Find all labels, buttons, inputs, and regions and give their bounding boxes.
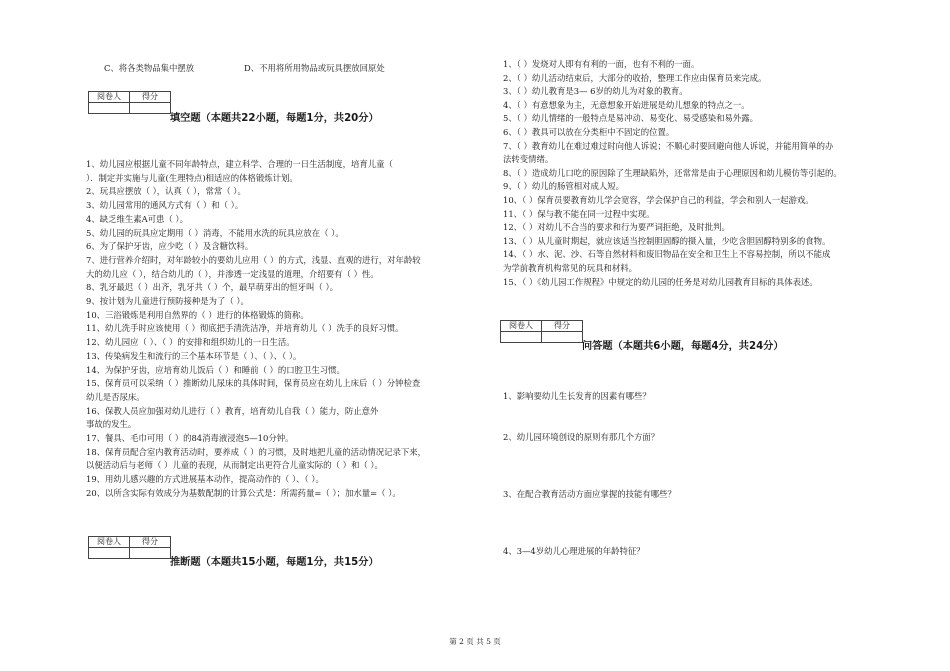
- fill-question-line: 7、进行营养介绍时，对年龄较小的要幼儿应用（ ）的方式，浅显、直观的进行，对年龄较: [86, 254, 421, 265]
- score-cell: [542, 332, 583, 343]
- reviewer-label: 阅卷人: [89, 537, 130, 548]
- reviewer-cell: [501, 332, 542, 343]
- score-cell: [130, 548, 171, 559]
- judge-statement-line: 3、（ ）幼儿教育是3— 6岁的幼儿为对象的教育。: [503, 86, 688, 97]
- page-footer: 第 2 页 共 5 页: [449, 637, 501, 646]
- fill-question-line: ）．制定并实施与儿童(生理特点)相适应的体格锻炼计划。: [86, 172, 298, 183]
- qa-question: 2、幼儿园环境创设的原则有那几个方面？: [503, 432, 660, 442]
- judge-statement-line: 1、（ ）发烧对人即有有利的一面，也有不利的一面。: [503, 59, 700, 69]
- fill-question-line: 8、乳牙最迟（ ）出齐，乳牙共（ ）个，最早萌芽出的恒牙叫（ ）。: [86, 282, 338, 293]
- score-label: 得分: [130, 537, 171, 548]
- fill-question-line: 16、保教人员应加强对幼儿进行（ ）教育，培育幼儿自我（ ）能力，防止意外: [86, 405, 379, 416]
- fill-question-line: 17、餐具、毛巾可用（ ）的84消毒液浸泡5—10分钟。: [86, 433, 294, 443]
- fill-question-line: 以便活动后与老师（ ）儿童的表现，从而制定出更符合儿童实际的（ ）和（ ）。: [86, 460, 383, 471]
- score-box-fill: [88, 91, 171, 114]
- reviewer-label: 阅卷人: [89, 92, 130, 103]
- fill-question-line: 18、保育员配合室内教育活动时，要养成（ ）的习惯，及时地把儿童的活动情况记录下来，: [86, 446, 426, 457]
- judge-statement-line: 8、（ ）造成幼儿口吃的原因除了生理缺陷外，还常常是由于心理原因和幼儿模仿等引起的。: [503, 167, 842, 178]
- judge-statement-line: 6、（ ）教具可以放在分类柜中不固定的位置。: [503, 127, 675, 137]
- judge-statement-line: 10、（ ）保育员要教育幼儿学会宽容，学会保护自己的利益，学会和别人一起游戏。: [503, 195, 814, 205]
- option-c: C、将各类物品集中摆放: [104, 63, 195, 73]
- fill-question-line: 2、玩具应摆放（ ），认真（ ），常常（ ）。: [86, 186, 246, 197]
- fill-section-title: 填空题（本题共22小题，每题1分，共20分）: [170, 113, 379, 124]
- score-label: 得分: [542, 321, 583, 332]
- fill-question-line: 幼儿是否尿床。: [86, 391, 145, 402]
- judge-statement-line: 4、（ ）有意想象为主，无意想象开始进展是幼儿想象的特点之一。: [503, 99, 750, 110]
- fill-question-line: 10、三浴锻炼是利用自然界的（ ）进行的体格锻炼的简称。: [86, 309, 309, 320]
- fill-question-line: 14、为保护牙齿，应培育幼儿饭后（ ）和睡前（ ）的口腔卫生习惯。: [86, 364, 345, 375]
- judge-statement-line: 15、（ ）《幼儿园工作规程》中规定的幼儿园的任务是对幼儿园教育目标的具体表述。: [503, 276, 818, 287]
- judge-statement-line: 5、（ ）幼儿情绪的一般特点是易冲动、易变化、易受感染和易外露。: [503, 113, 759, 124]
- fill-question-line: 15、保育员可以采纳（ ）推断幼儿尿床的具体时间，保育员应在幼儿上床后（ ）分钟检查: [86, 378, 421, 389]
- judge-statement-line: 11、（ ）保与教不能在同一过程中实现。: [503, 208, 655, 219]
- fill-question-line: 12、幼儿园应（ ）、（ ）的安排和组织幼儿的一日生活。: [86, 337, 295, 348]
- judge-statement-line: 2、（ ）幼儿活动结束后，大部分的收拾，整理工作应由保育员来完成。: [503, 72, 767, 83]
- fill-question-line: 20、以所含实际有效成分为基数配制的计算公式是：所需药量=（ ）；加水量=（ ）。: [86, 487, 401, 498]
- option-d: D、不用将所用物品或玩具摆放回原处: [244, 63, 385, 73]
- score-label: 得分: [130, 92, 171, 103]
- judge-statement-line: 12、（ ）对幼儿不合当的要求和行为要严词拒绝，及时批判。: [503, 222, 730, 233]
- qa-question: 3、在配合教育活动方面应掌握的技能有哪些？: [503, 489, 676, 499]
- fill-question-line: 大的幼儿应（ ），结合幼儿的（ ），并渗透一定浅显的道理，介绍要有（ ）性。: [86, 268, 379, 279]
- reviewer-cell: [89, 103, 130, 114]
- fill-question-line: 6、为了保护牙齿，应少吃（ ）及含糖饮料。: [86, 241, 254, 252]
- reviewer-cell: [89, 548, 130, 559]
- fill-question-line: 11、幼儿洗手时应该使用（ ）彻底把手清洗洁净，并培育幼儿（ ）洗手的良好习惯。: [86, 323, 404, 334]
- fill-question-line: 3、幼儿园常用的通风方式有（ ）和（ ）。: [86, 200, 244, 211]
- fill-question-line: 19、用幼儿感兴趣的方式进展基本动作，提高动作的（ ）、（ ）。: [86, 474, 324, 485]
- score-box-judge: [88, 536, 171, 559]
- qa-question: 1、影响要幼儿生长发育的因素有哪些？: [503, 391, 651, 401]
- fill-question-line: 5、幼儿园的玩具应定期用（ ）消毒，不能用水洗的玩具应放在（ ）。: [86, 227, 344, 238]
- fill-question-line: 9、按计划为儿童进行预防接种是为了（ ）。: [86, 296, 249, 306]
- judge-statement-line: 法转变情绪。: [503, 154, 554, 165]
- fill-question-line: 事故的发生。: [86, 419, 137, 430]
- qa-question: 4、3—4岁幼儿心理进展的年龄特征？: [503, 546, 645, 556]
- fill-question-line: 1、幼儿园应根据儿童不同年龄特点，建立科学、合理的一日生活制度，培育儿童（: [86, 159, 393, 169]
- judge-statement-line: 9、（ ）幼儿的肠管相对成人短。: [503, 181, 625, 192]
- judge-statement-line: 14、（ ）水、泥、沙、石等自然材料和废旧物品在安全和卫生上不容易控制，所以不能成: [503, 249, 831, 260]
- fill-question-line: 13、传染病发生和流行的三个基本环节是（ ）、（ ）、（ ）。: [86, 350, 302, 361]
- qa-section-title: 问答题（本题共6小题，每题4分，共24分）: [582, 341, 784, 352]
- judge-statement-line: 13、（ ）从儿童时期起，就应该适当控制胆固醇的摄入量，少吃含胆固醇特别多的食物。: [503, 235, 831, 246]
- score-cell: [130, 103, 171, 114]
- judge-section-title: 推断题（本题共15小题，每题1分，共15分）: [170, 557, 379, 568]
- fill-question-line: 4、缺乏维生素A可患（ ）。: [86, 213, 188, 224]
- judge-statement-line: 7、（ ）教育幼儿在难过难过时向他人诉说；不顺心时要回避向他人诉说，并能用简单的办: [503, 140, 834, 151]
- judge-statement-line: 为学前教育机构常见的玩具和材料。: [503, 263, 637, 273]
- reviewer-label: 阅卷人: [501, 321, 542, 332]
- score-box-qa: [500, 320, 583, 343]
